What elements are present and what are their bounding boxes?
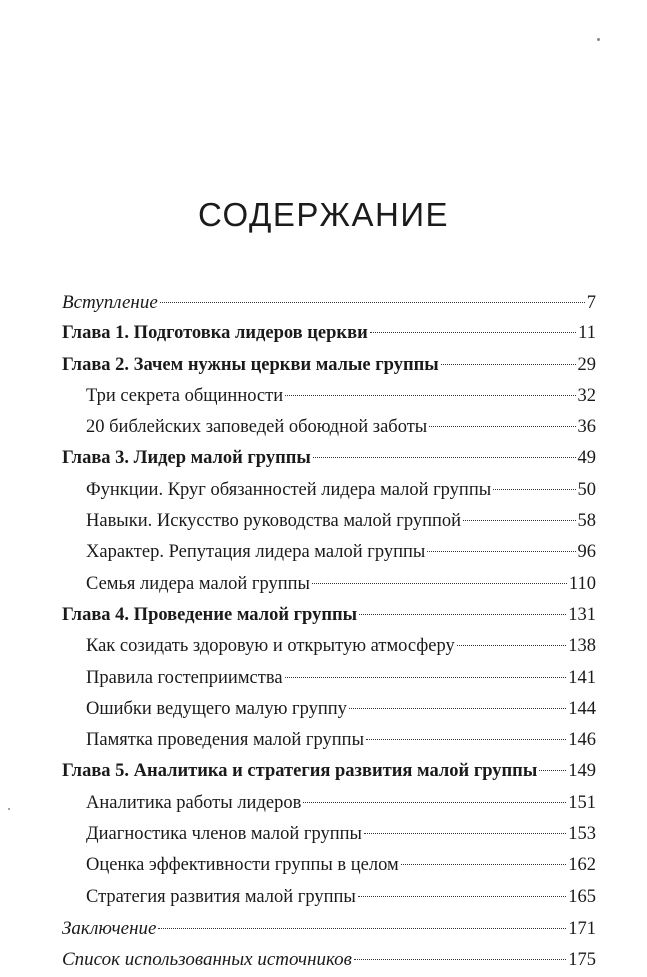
toc-entry-page-number: 131 <box>568 604 596 625</box>
toc-entry <box>62 600 596 631</box>
toc-entry-label: Три секрета общинности <box>86 385 284 406</box>
toc-entry-label: Заключение <box>62 917 157 939</box>
toc-entry-label: Оценка эффективности группы в целом <box>86 855 399 876</box>
toc-entry-label: Семья лидера малой группы <box>86 573 310 594</box>
toc-entry-page-number: 144 <box>568 698 596 719</box>
toc-entry-label: Глава 2. Зачем нужны церкви малые группы <box>62 354 439 375</box>
toc-entry-page-number: 165 <box>568 886 596 907</box>
toc-entry <box>62 412 596 443</box>
scan-speck <box>597 38 600 41</box>
toc-entry <box>62 318 596 349</box>
scan-speck <box>8 808 10 810</box>
toc-entry <box>62 537 596 568</box>
dot-leader <box>359 614 566 615</box>
dot-leader <box>349 708 566 709</box>
toc-entry <box>62 631 596 662</box>
dot-leader <box>441 364 576 365</box>
dot-leader <box>160 302 585 303</box>
toc-entry-page-number: 162 <box>568 855 596 876</box>
toc-entry-page-number: 153 <box>568 824 596 845</box>
toc-entry-page-number: 146 <box>568 730 596 751</box>
dot-leader <box>463 520 575 521</box>
toc-entry-label: Характер. Репутация лидера малой группы <box>86 542 426 563</box>
toc-entry <box>62 944 596 975</box>
toc-entry-label: Вступление <box>62 292 158 313</box>
toc-entry-label: Функции. Круг обязанностей лидера малой группы <box>86 479 492 500</box>
toc-entry-page-number: 141 <box>568 667 596 688</box>
toc-entry <box>62 694 596 725</box>
toc-entry-label: Ошибки ведущего малую группу <box>86 698 347 719</box>
dot-leader <box>354 959 566 960</box>
toc-entry-label: Памятка проведения малой группы <box>86 730 365 751</box>
toc-entry <box>62 913 596 944</box>
toc-entry-page-number: 49 <box>577 448 596 469</box>
toc-entry-label: Список использованных источников <box>62 949 352 971</box>
toc-entry <box>62 850 596 881</box>
dot-leader <box>401 864 567 865</box>
toc-entry-label: Глава 4. Проведение малой группы <box>62 604 358 625</box>
toc-entry-page-number: 7 <box>586 293 596 313</box>
toc-entry-page-number: 11 <box>578 323 596 344</box>
toc-entry <box>62 819 596 850</box>
dot-leader <box>285 677 567 678</box>
toc-entry-page-number: 50 <box>577 479 596 500</box>
toc-entry-label: Глава 3. Лидер малой группы <box>62 448 311 469</box>
dot-leader <box>358 896 566 897</box>
toc-entry <box>62 663 596 694</box>
dot-leader <box>366 739 566 740</box>
dot-leader <box>493 489 575 490</box>
dot-leader <box>158 928 566 929</box>
dot-leader <box>457 645 566 646</box>
toc-entry-page-number: 29 <box>577 354 596 375</box>
dot-leader <box>313 457 576 458</box>
dot-leader <box>427 551 575 552</box>
page-title: СОДЕРЖАНИЕ <box>197 196 450 233</box>
toc-entry <box>62 725 596 756</box>
toc-entry-page-number: 36 <box>577 417 596 438</box>
dot-leader <box>539 770 566 771</box>
toc-entry-label: Навыки. Искусство руководства малой группой <box>86 511 462 532</box>
toc-entry-page-number: 110 <box>568 573 596 594</box>
toc-entry-page-number: 138 <box>568 636 596 657</box>
toc-entry <box>62 381 596 412</box>
toc-entry-label: Глава 1. Подготовка лидеров церкви <box>62 323 368 344</box>
toc-entry <box>62 882 596 913</box>
toc-entry-page-number: 58 <box>577 511 596 532</box>
toc-entry <box>62 443 596 474</box>
toc-entry-label: Стратегия развития малой группы <box>86 886 356 907</box>
toc-entry <box>62 506 596 537</box>
toc-entry-page-number: 175 <box>568 950 596 971</box>
dot-leader <box>429 426 575 427</box>
toc-entry-label: Глава 5. Аналитика и стратегия развития малой группы <box>62 761 538 782</box>
toc-entry-page-number: 151 <box>568 792 596 813</box>
toc-entry <box>62 756 596 787</box>
dot-leader <box>370 332 576 333</box>
toc-entry-page-number: 32 <box>577 385 596 406</box>
dot-leader <box>285 395 575 396</box>
toc-entry-label: 20 библейских заповедей обоюдной заботы <box>86 417 428 438</box>
dot-leader <box>312 583 567 584</box>
toc-entry <box>62 350 596 381</box>
dot-leader <box>303 802 566 803</box>
table-of-contents <box>62 287 596 976</box>
toc-entry-label: Аналитика работы лидеров <box>86 792 302 813</box>
toc-entry <box>62 788 596 819</box>
toc-entry-label: Правила гостеприимства <box>86 667 283 688</box>
toc-entry-label: Диагностика членов малой группы <box>86 824 362 845</box>
dot-leader <box>364 833 566 834</box>
toc-entry-page-number: 96 <box>577 542 596 563</box>
toc-entry <box>62 475 596 506</box>
toc-entry-page-number: 149 <box>568 761 596 782</box>
toc-entry-label: Как созидать здоровую и открытую атмосферу <box>86 636 455 657</box>
toc-entry <box>62 569 596 600</box>
toc-entry-page-number: 171 <box>568 918 596 939</box>
toc-entry <box>62 287 596 318</box>
